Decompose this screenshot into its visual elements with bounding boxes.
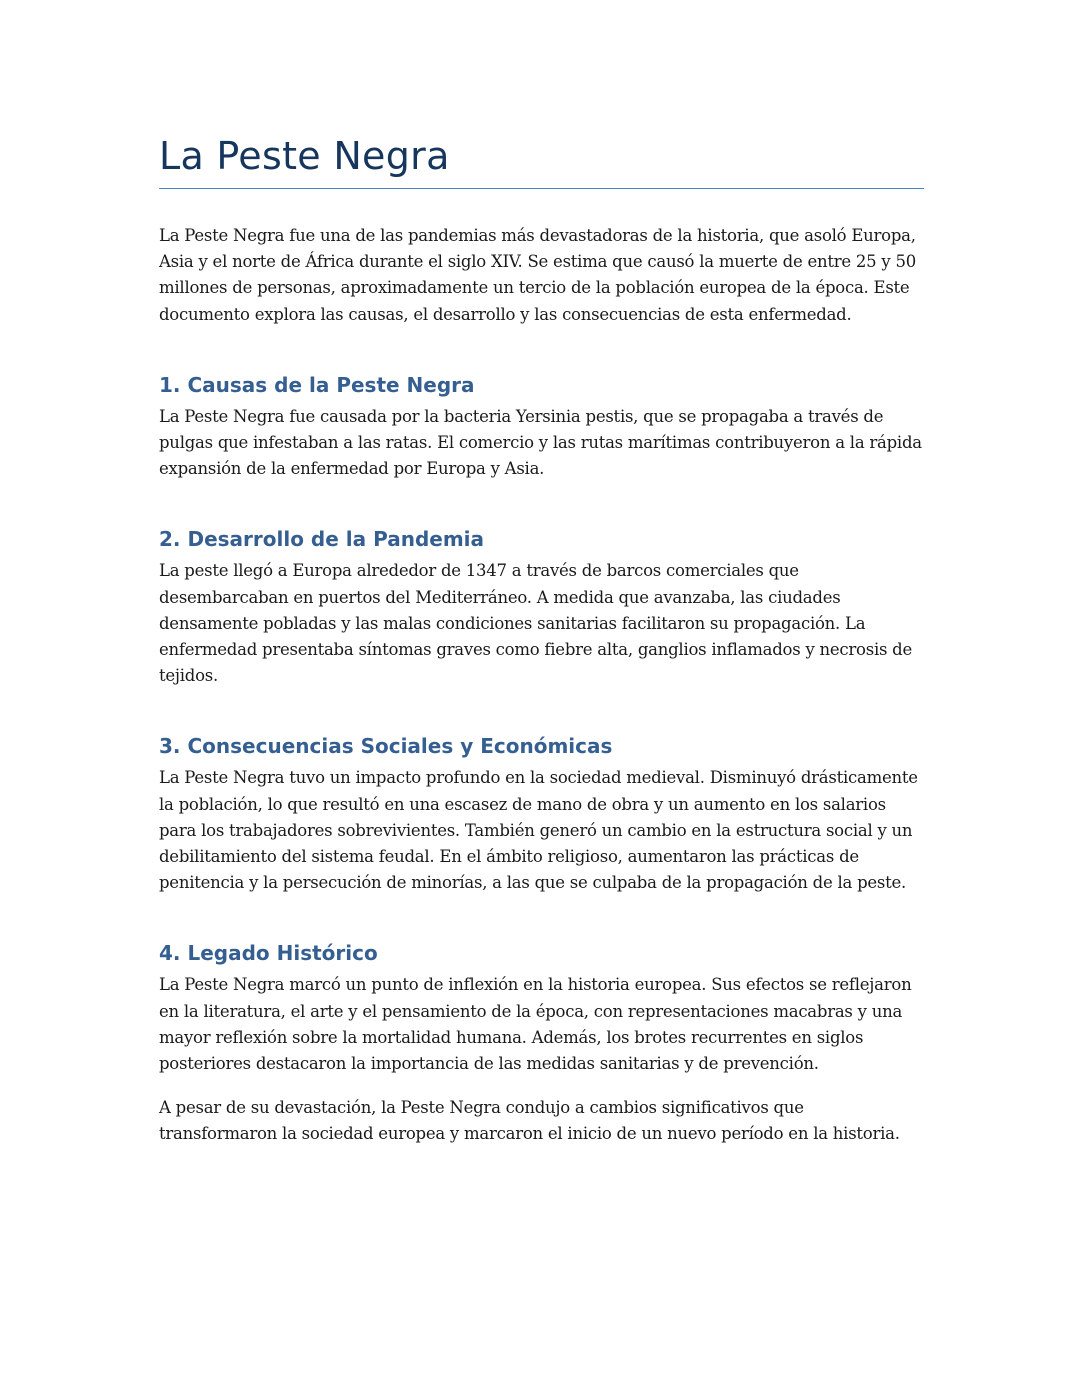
section-body: La Peste Negra marcó un punto de inflexión en la historia europea. Sus efectos se reflejaron en la literatura, el arte y el pensamiento de la época, con representaciones macabras y una mayor reflexión sobre la mortalidad humana. Además, los brotes recurrentes en siglos posteriores destacaron la importancia de las medidas sanitarias y de prevención.	[159, 975, 912, 1074]
section-body: La Peste Negra tuvo un impacto profundo en la sociedad medieval. Disminuyó drásticamente la población, lo que resultó en una escasez de mano de obra y un aumento en los salarios para los trabajadores sobrevivientes. También generó un cambio en la estructura social y un debilitamiento del sistema feudal. En el ámbito religioso, aumentaron las prácticas de penitencia y la persecución de minorías, a las que se culpaba de la propagación de la peste.	[159, 768, 918, 893]
section-body: La Peste Negra fue causada por la bacteria Yersinia pestis, que se propagaba a través de pulgas que infestaban a las ratas. El comercio y las rutas marítimas contribuyeron a la rápida expansión de la enfermedad por Europa y Asia.	[159, 406, 922, 479]
document-title: La Peste Negra	[159, 134, 450, 178]
section-legado	[159, 938, 924, 1077]
section-heading: 2. Desarrollo de la Pandemia	[159, 527, 485, 552]
document-page	[159, 128, 924, 1148]
conclusion-paragraph: A pesar de su devastación, la Peste Negra condujo a cambios significativos que transformaron la sociedad europea y marcaron el inicio de un nuevo período en la historia.	[159, 1098, 900, 1144]
section-heading: 1. Causas de la Peste Negra	[159, 372, 475, 397]
section-body: La peste llegó a Europa alrededor de 1347 a través de barcos comerciales que desembarcaban en puertos del Mediterráneo. A medida que avanzaba, las ciudades densamente pobladas y las malas condiciones sanitarias facilitaron su propagación. La enfermedad presentaba síntomas graves como fiebre alta, ganglios inflamados y necrosis de tejidos.	[159, 561, 913, 686]
section-heading: 4. Legado Histórico	[159, 941, 378, 966]
section-causas	[159, 370, 924, 483]
intro-paragraph: La Peste Negra fue una de las pandemias más devastadoras de la historia, que asoló Europa, Asia y el norte de África durante el siglo XIV. Se estima que causó la muerte de entre 25 y 50 millones de personas, aproximadamente un tercio de la población europea de la época. Este documento explora las causas, el desarrollo y las consecuencias de esta enfermedad.	[159, 226, 916, 324]
section-heading: 3. Consecuencias Sociales y Económicas	[159, 734, 613, 759]
section-consecuencias	[159, 731, 924, 896]
section-desarrollo	[159, 524, 924, 689]
title-divider	[159, 188, 924, 189]
